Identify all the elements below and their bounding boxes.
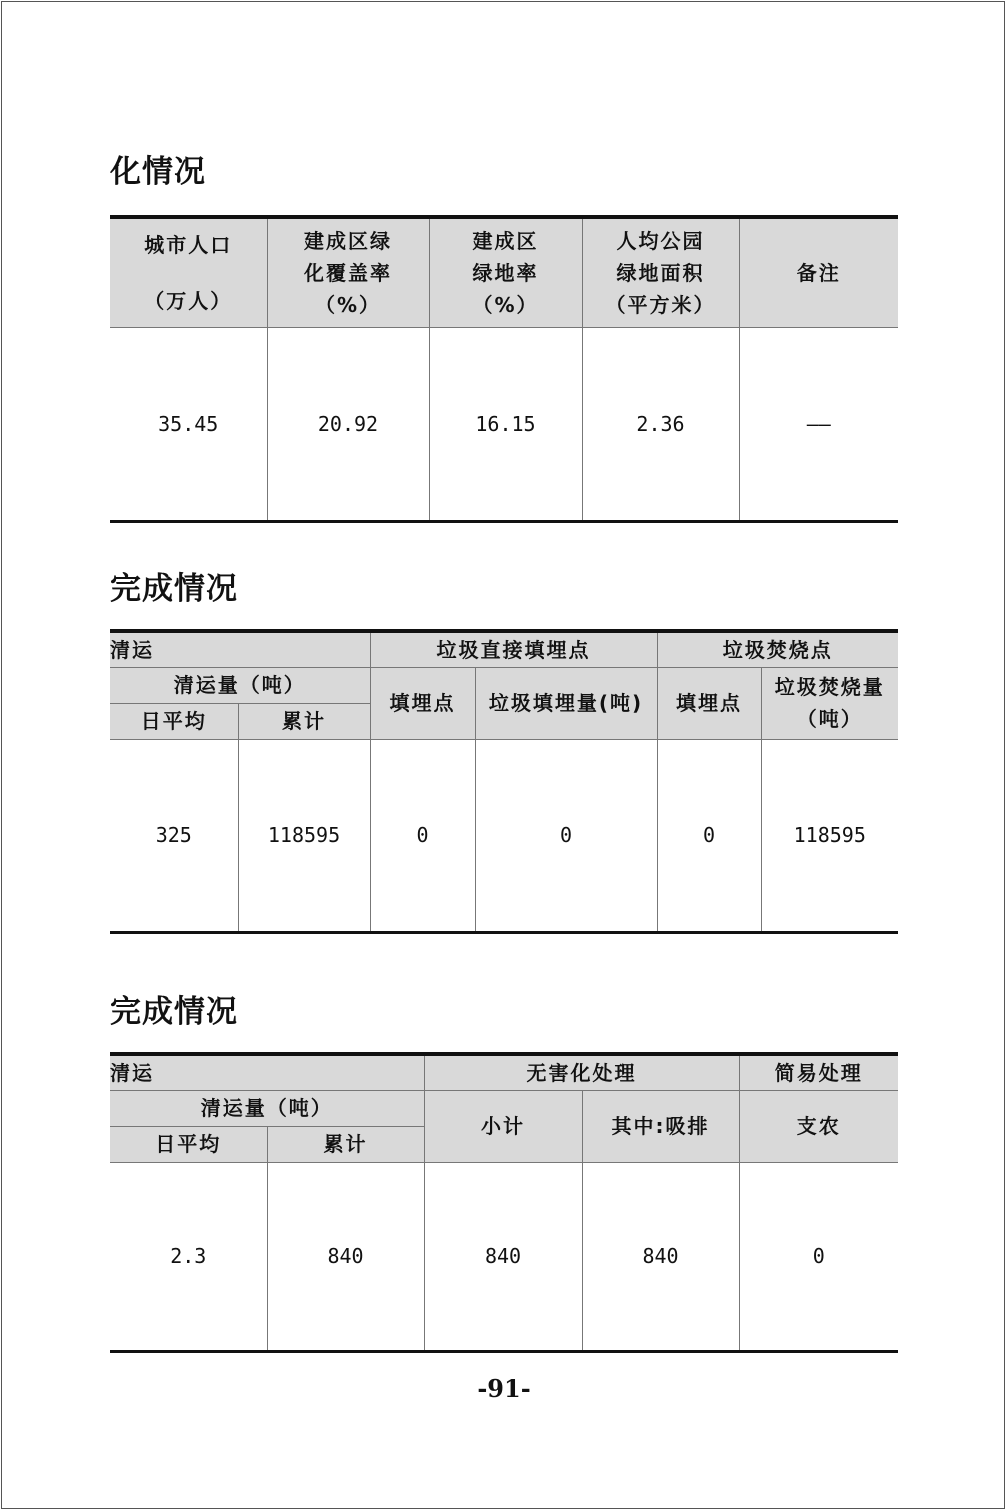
value-park-area-per-capita: 2.36 (582, 327, 739, 521)
value-green-land-rate: 16.15 (429, 327, 582, 521)
header-remarks: 备注 (739, 217, 898, 327)
header-incineration-point: 填埋点 (657, 667, 761, 739)
greening-table (110, 215, 898, 523)
section2-title: 完成情况 (110, 571, 238, 607)
header-direct-landfill-group: 垃圾直接填埋点 (370, 631, 657, 667)
header-clear-transport: 清运 (110, 631, 370, 667)
value-cumulative: 840 (267, 1162, 424, 1351)
page-number: -91- (477, 1374, 531, 1403)
header-landfill-amount: 垃圾填埋量(吨) (475, 667, 657, 739)
header-green-coverage: 建成区绿 化覆盖率 （%） (267, 217, 429, 327)
header-city-population: 城市人口 （万人） (110, 217, 267, 327)
section3-title: 完成情况 (110, 994, 238, 1030)
value-daily-average: 2.3 (170, 1244, 207, 1268)
value-green-coverage: 20.92 (267, 327, 429, 521)
feces-table (110, 1052, 898, 1353)
header-subtotal: 小计 (424, 1090, 582, 1162)
value-suction: 840 (582, 1162, 739, 1351)
value-agriculture-support: 0 (739, 1162, 898, 1351)
value-incineration-point: 0 (657, 739, 761, 932)
value-incineration-amount: 118595 (761, 739, 898, 932)
header-clear-transport: 清运 (110, 1054, 424, 1090)
value-landfill-point: 0 (370, 739, 475, 932)
header-transport-volume: 清运量（吨） (110, 667, 370, 703)
section1-title: 化情况 (110, 154, 206, 190)
header-suction: 其中:吸排 (582, 1090, 739, 1162)
header-agriculture-support: 支农 (739, 1090, 898, 1162)
value-city-population: 35.45 (158, 411, 219, 436)
header-incineration-amount: 垃圾焚烧量 （吨） (761, 667, 898, 739)
header-incineration-group: 垃圾焚烧点 (657, 631, 898, 667)
value-subtotal: 840 (424, 1162, 582, 1351)
value-landfill-amount: 0 (475, 739, 657, 932)
header-landfill-point: 填埋点 (370, 667, 475, 739)
value-cumulative: 118595 (238, 739, 370, 932)
header-daily-average: 日平均 (110, 703, 238, 739)
header-green-land-rate: 建成区 绿地率 （%） (429, 217, 582, 327)
header-daily-average: 日平均 (110, 1126, 267, 1162)
garbage-table (110, 629, 898, 934)
header-harmless-treatment: 无害化处理 (424, 1054, 739, 1090)
header-transport-volume: 清运量（吨） (110, 1090, 424, 1126)
header-cumulative: 累计 (267, 1126, 424, 1162)
value-daily-average: 325 (155, 823, 192, 847)
header-park-area-per-capita: 人均公园 绿地面积 （平方米） (582, 217, 739, 327)
header-simple-treatment: 简易处理 (739, 1054, 898, 1090)
header-cumulative: 累计 (238, 703, 370, 739)
value-remarks: —— (739, 327, 898, 521)
